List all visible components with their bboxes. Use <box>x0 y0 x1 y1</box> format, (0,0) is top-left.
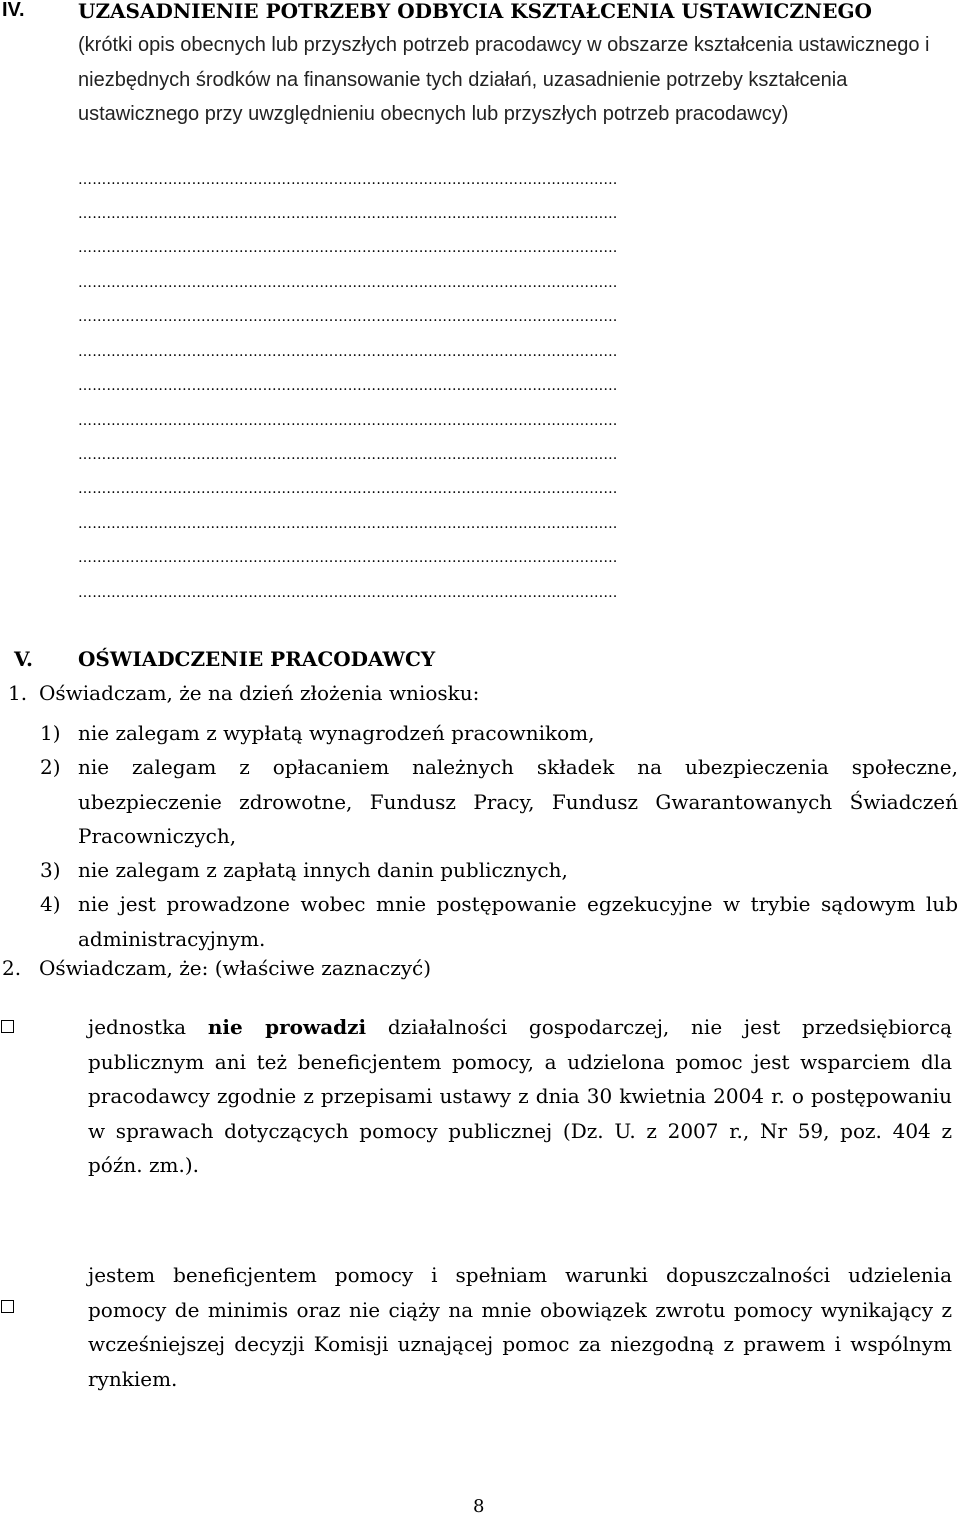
statement-1-item <box>40 750 958 854</box>
dotted-line: …………………………………………………………………………………………………… <box>78 413 618 429</box>
dotted-line: …………………………………………………………………………………………………… <box>78 585 618 601</box>
dotted-line: …………………………………………………………………………………………………… <box>78 344 618 360</box>
section-iv-title: UZASADNIENIE POTRZEBY ODBYCIA KSZTAŁCENIA USTAWICZNEGO <box>78 0 872 23</box>
item-number: 4) <box>40 892 61 916</box>
statement-1-item <box>40 716 958 751</box>
option-1-text-after: działalności gospodarczej, nie jest przedsiębiorcą publicznym ani też beneficjentem pomocy, a udzielona pomoc jest wsparciem dla pracodawcy zgodnie z przepisami ustawy z dnia 30 kwietnia 2004 r. o postępowaniu w sprawach dotyczących pomocy publicznej (Dz. U. z 2007 r., Nr 59, poz. 404 z późn. zm.). <box>88 1015 952 1177</box>
section-iv-number: IV. <box>2 0 25 21</box>
dotted-line: …………………………………………………………………………………………………… <box>78 206 618 222</box>
statement-1-intro: Oświadczam, że na dzień złożenia wniosku: <box>39 681 480 705</box>
item-text: nie zalegam z opłacaniem należnych składek na ubezpieczenia społeczne, ubezpieczenie zdrowotne, Fundusz Pracy, Fundusz Gwarantowanych Świadczeń Pracowniczych, <box>78 755 958 848</box>
item-text: nie zalegam z zapłatą innych danin publicznych, <box>78 858 568 882</box>
statement-1-number: 1. <box>8 681 28 705</box>
dotted-line: …………………………………………………………………………………………………… <box>78 240 618 256</box>
item-text: nie jest prowadzone wobec mnie postępowanie egzekucyjne w trybie sądowym lub administracyjnym. <box>78 892 958 951</box>
dotted-line: …………………………………………………………………………………………………… <box>78 275 618 291</box>
item-number: 3) <box>40 858 61 882</box>
section-v-title: OŚWIADCZENIE PRACODAWCY <box>78 647 436 671</box>
statement-2-number: 2. <box>2 956 22 980</box>
item-text: nie zalegam z wypłatą wynagrodzeń pracownikom, <box>78 721 595 745</box>
option-1-text-bold: nie prowadzi <box>207 1015 367 1039</box>
dotted-line: …………………………………………………………………………………………………… <box>78 481 618 497</box>
option-1-checkbox[interactable] <box>1 1020 14 1033</box>
dotted-line: …………………………………………………………………………………………………… <box>78 378 618 394</box>
dotted-line: …………………………………………………………………………………………………… <box>78 447 618 463</box>
statement-2-intro: Oświadczam, że: (właściwe zaznaczyć) <box>39 956 432 980</box>
section-v-number: V. <box>14 647 33 671</box>
statement-1-item <box>40 853 958 888</box>
option-2-checkbox[interactable] <box>1 1300 14 1313</box>
dotted-line: …………………………………………………………………………………………………… <box>78 172 618 188</box>
statement-1-item <box>40 887 958 956</box>
item-number: 2) <box>40 755 61 779</box>
dotted-line: …………………………………………………………………………………………………… <box>78 309 618 325</box>
item-number: 1) <box>40 721 61 745</box>
section-iv-description: (krótki opis obecnych lub przyszłych potrzeb pracodawcy w obszarze kształcenia ustawicznego i niezbędnych środków na finansowanie tych działań, uzasadnienie potrzeby kształcenia ustawicznego przy uwzględnieniu obecnych lub przyszłych potrzeb pracodawcy) <box>78 34 930 125</box>
option-2-text: jestem beneficjentem pomocy i spełniam warunki dopuszczalności udzielenia pomocy de minimis oraz nie ciąży na mnie obowiązek zwrotu pomocy wynikający z wcześniejszej decyzji Komisji uznającej pomoc za niezgodną z prawem i wspólnym rynkiem. <box>88 1263 952 1391</box>
page-number: 8 <box>473 1496 485 1517</box>
dotted-line: …………………………………………………………………………………………………… <box>78 550 618 566</box>
dotted-line: …………………………………………………………………………………………………… <box>78 516 618 532</box>
option-1-text <box>88 1010 952 1183</box>
option-1-text-before: jednostka <box>88 1015 208 1039</box>
